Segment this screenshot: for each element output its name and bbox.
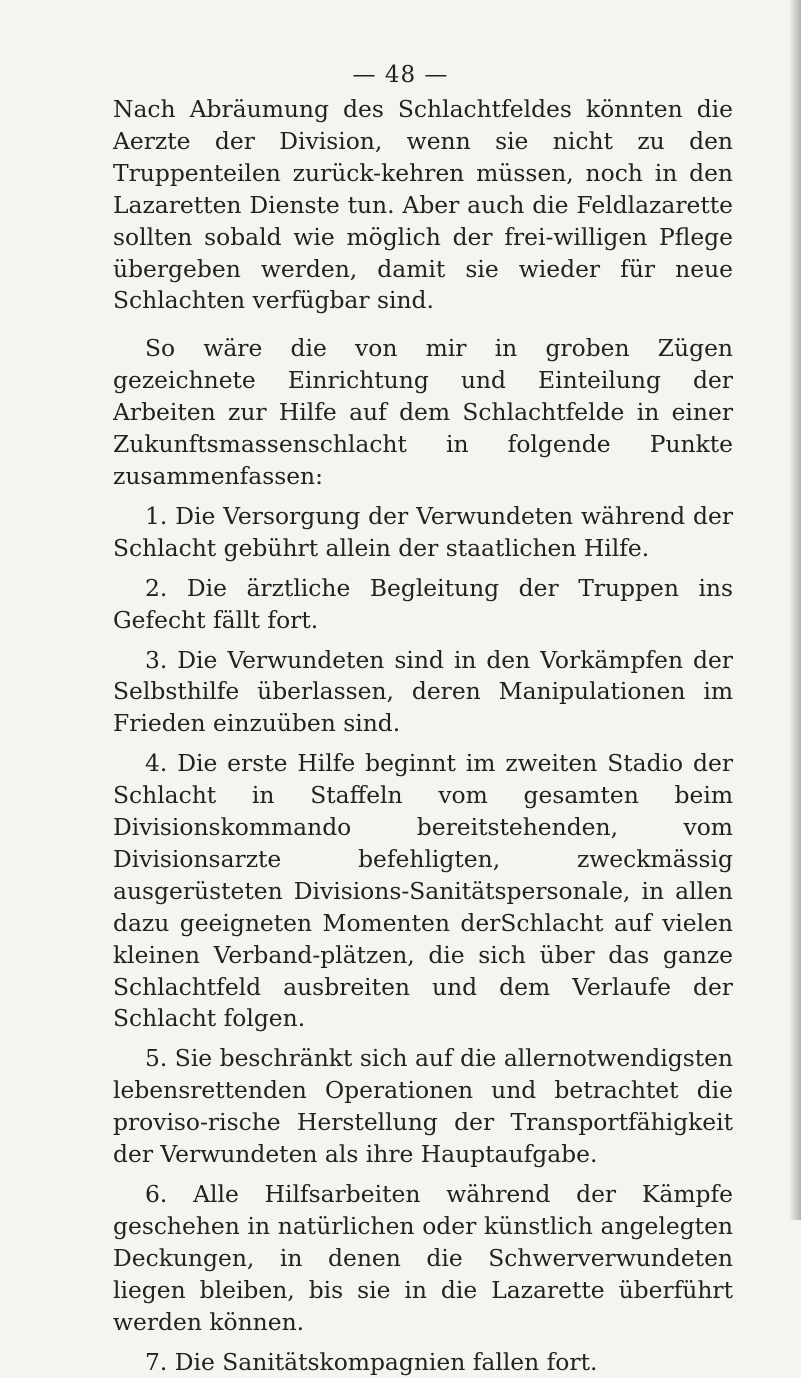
page-number: — 48 — xyxy=(352,62,449,88)
list-item-2: 2. Die ärztliche Begleitung der Truppen ins Gefecht fällt fort. xyxy=(113,573,733,634)
list-item-7: 7. Die Sanitätskompagnien fallen fort. xyxy=(145,1347,598,1376)
list-item-3: 3. Die Verwundeten sind in den Vorkämpfen der Selbsthilfe überlassen, deren Manipulationen im Frieden einzuüben sind. xyxy=(113,645,733,738)
body-text xyxy=(113,94,733,1378)
list-item-6: 6. Alle Hilfsarbeiten während der Kämpfe geschehen in natürlichen oder künstlich angelegten Deckungen, in denen die Schwerverwundeten liegen bleiben, bis sie in die Lazarette überführt werden können. xyxy=(113,1180,733,1336)
list-item-5: 5. Sie beschränkt sich auf die allernotwendigsten lebensrettenden Operationen und betrachtet die proviso-rische Herstellung der Transportfähigkeit der Verwundeten als ihre Hauptaufgabe. xyxy=(113,1044,733,1169)
list-item-4: 4. Die erste Hilfe beginnt im zweiten Stadio der Schlacht in Staffeln vom gesamten beim Divisionskommando bereitstehenden, vom Divisionsarzte befehligten, zweckmässig ausgerüsteten Divisions-Sanitätspersonale, in allen dazu geeigneten Momenten derSchlacht auf vielen kleinen Verband-plätzen, die sich über das ganze Schlachtfeld ausbreiten und dem Verlaufe der Schlacht folgen. xyxy=(113,749,733,1033)
paragraph-1: Nach Abräumung des Schlachtfeldes könnten die Aerzte der Division, wenn sie nicht zu den Truppenteilen zurück-kehren müssen, noch in den Lazaretten Dienste tun. Aber auch die Feldlazarette sollten sobald wie möglich der frei-willigen Pflege übergeben werden, damit sie wieder für neue Schlachten verfügbar sind. xyxy=(113,95,733,315)
paragraph-2: So wäre die von mir in groben Zügen gezeichnete Einrichtung und Einteilung der Arbeiten zur Hilfe auf dem Schlachtfelde in einer Zukunftsmassenschlacht in folgende Punkte zusammenfassen: xyxy=(113,334,733,490)
page-edge-shadow xyxy=(789,0,801,1220)
list-item-1: 1. Die Versorgung der Verwundeten während der Schlacht gebührt allein der staatlichen Hilfe. xyxy=(113,501,733,562)
